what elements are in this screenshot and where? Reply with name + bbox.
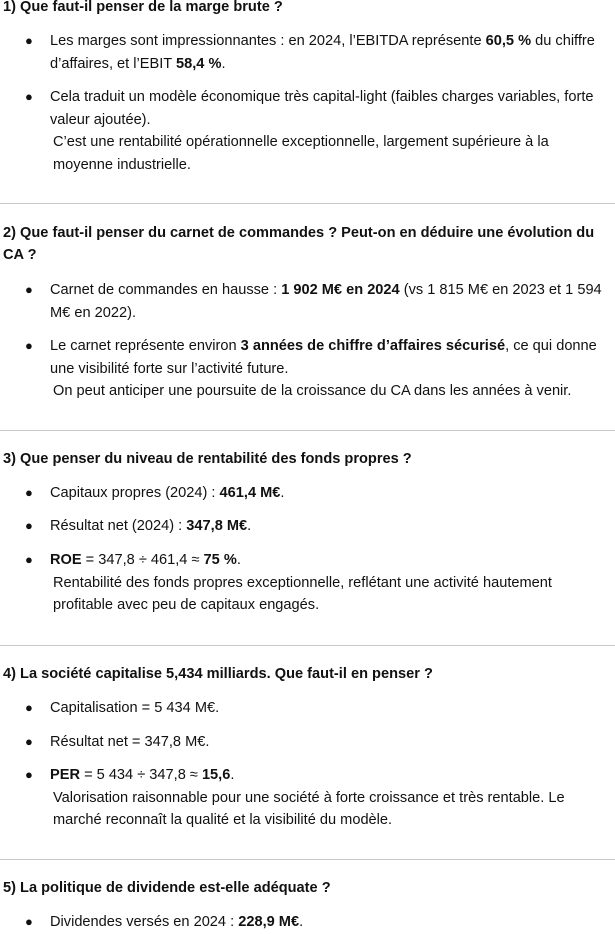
question-3: 3) Que penser du niveau de rentabilité des fonds propres ? (3, 451, 412, 467)
bullet-icon: ● (25, 338, 33, 353)
section-divider (0, 203, 615, 204)
bullet-icon: ● (25, 767, 33, 782)
bullet-icon: ● (25, 914, 33, 929)
bullet-text: ROE = 347,8 ÷ 461,4 ≈ 75 %. Rentabilité des fonds propres exceptionnelle, reflétant une activité hautement profitable avec peu de capitaux engagés. (50, 549, 610, 617)
bullet-icon: ● (25, 734, 33, 749)
bullet-2-2 (25, 335, 610, 403)
bullet-icon: ● (25, 282, 33, 297)
bullet-icon: ● (25, 33, 33, 48)
question-2: 2) Que faut-il penser du carnet de commandes ? Peut-on en déduire une évolution du CA ? (3, 225, 595, 263)
bullet-3-1 (25, 482, 610, 505)
section-divider (0, 859, 615, 860)
bullet-3-3 (25, 549, 610, 617)
bullet-icon: ● (25, 485, 33, 500)
bullet-text: Capitalisation = 5 434 M€. (50, 700, 220, 716)
question-4: 4) La société capitalise 5,434 milliards. Que faut-il en penser ? (3, 666, 433, 682)
question-5: 5) La politique de dividende est-elle adéquate ? (3, 880, 331, 896)
bullet-subtext: C’est une rentabilité opérationnelle exceptionnelle, largement supérieure à la moyenne industrielle. (53, 134, 549, 173)
bullet-5-1 (25, 911, 610, 934)
question-1: 1) Que faut-il penser de la marge brute ? (3, 0, 283, 15)
bullet-2-1 (25, 279, 610, 324)
bullet-text: Résultat net (2024) : 347,8 M€. (50, 518, 252, 534)
bullet-text: Le carnet représente environ 3 années de chiffre d’affaires sécurisé, ce qui donne une visibilité forte sur l’activité future. On peut anticiper une poursuite de la croissance du CA dans les années à venir. (50, 335, 610, 403)
bullet-text: Cela traduit un modèle économique très capital-light (faibles charges variables, forte valeur ajoutée). C’est une rentabilité opérationnelle exceptionnelle, largement supérieure à la moyenne industrielle. (50, 86, 610, 176)
bullet-text: Capitaux propres (2024) : 461,4 M€. (50, 485, 285, 501)
section-divider (0, 645, 615, 646)
bullet-1-2 (25, 86, 610, 176)
bullet-3-2 (25, 515, 610, 538)
bullet-icon: ● (25, 89, 33, 104)
bullet-text: PER = 5 434 ÷ 347,8 ≈ 15,6. Valorisation raisonnable pour une société à forte croissance et très rentable. Le marché reconnaît la qualité et la visibilité du modèle. (50, 764, 610, 832)
bullet-icon: ● (25, 552, 33, 567)
bullet-4-2 (25, 731, 610, 754)
section-divider (0, 430, 615, 431)
bullet-text: Dividendes versés en 2024 : 228,9 M€. (50, 914, 304, 930)
bullet-4-3 (25, 764, 610, 832)
bullet-subtext: Rentabilité des fonds propres exceptionnelle, reflétant une activité hautement profitable avec peu de capitaux engagés. (53, 574, 552, 613)
bullet-1-1 (25, 30, 610, 75)
bullet-subtext: On peut anticiper une poursuite de la croissance du CA dans les années à venir. (53, 383, 572, 399)
bullet-4-1 (25, 697, 610, 720)
bullet-icon: ● (25, 518, 33, 533)
bullet-icon: ● (25, 700, 33, 715)
bullet-text: Les marges sont impressionnantes : en 2024, l’EBITDA représente 60,5 % du chiffre d’affaires, et l’EBIT 58,4 %. (50, 33, 595, 72)
bullet-text: Résultat net = 347,8 M€. (50, 734, 210, 750)
bullet-text: Carnet de commandes en hausse : 1 902 M€ en 2024 (vs 1 815 M€ en 2023 et 1 594 M€ en 2022). (50, 282, 602, 321)
bullet-subtext: Valorisation raisonnable pour une société à forte croissance et très rentable. Le marché reconnaît la qualité et la visibilité du modèle. (53, 789, 565, 828)
